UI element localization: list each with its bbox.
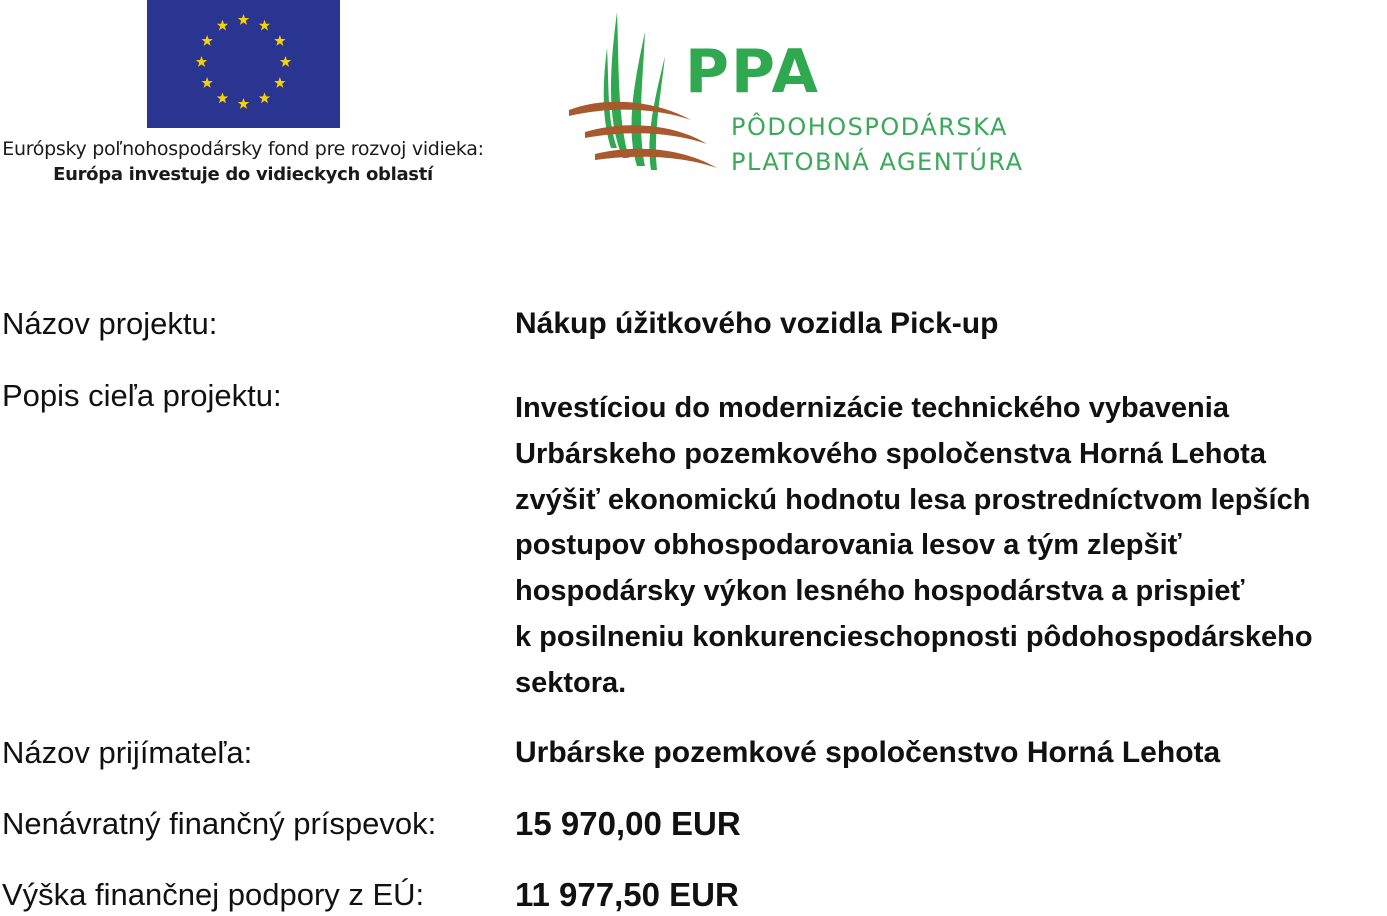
goal-line: postupov obhospodarovania lesov a tým zlepšiť [515,529,1182,562]
goal-line: hospodársky výkon lesného hospodárstva a prispieť [515,575,1245,608]
goal-line: sektora. [515,666,627,699]
eu-support-label: Výška finančnej podpory z EÚ: [2,877,425,912]
grant-label: Nenávratný finančný príspevok: [2,806,437,841]
goal-line: Investíciou do modernizácie technického vybavenia [515,392,1229,424]
ppa-subtitle-line1: PÔDOHOSPODÁRSKA [731,113,1008,141]
eu-caption-line1: Európsky poľnohospodársky fond pre rozvoj vidieka: [2,138,484,160]
project-goal-text [515,386,1387,707]
eu-support-value: 11 977,50 EUR [515,876,739,913]
eu-logo-block [0,0,486,200]
ppa-logo-text: PPA [685,37,820,107]
project-name-label: Názov projektu: [2,306,218,341]
project-goal-label: Popis cieľa projektu: [2,378,282,413]
ppa-subtitle-line2: PLATOBNÁ AGENTÚRA [731,148,1024,176]
project-name-value: Nákup úžitkového vozidla Pick-up [515,307,999,340]
eu-caption-line2: Európa investuje do vidieckych oblastí [53,164,433,185]
goal-line: Urbárskeho pozemkového spoločenstva Horná Lehota [515,437,1266,470]
recipient-label: Názov prijímateľa: [2,735,253,770]
eu-caption [0,136,486,188]
recipient-value: Urbárske pozemkové spoločenstvo Horná Lehota [515,736,1221,769]
goal-line: k posilneniu konkurencieschopnosti pôdohospodárskeho [515,620,1313,653]
ppa-logo-block [565,8,1025,183]
grant-value: 15 970,00 EUR [515,805,741,842]
goal-line: zvýšiť ekonomickú hodnotu lesa prostredníctvom lepších [515,483,1311,516]
eu-flag-icon [147,0,340,128]
